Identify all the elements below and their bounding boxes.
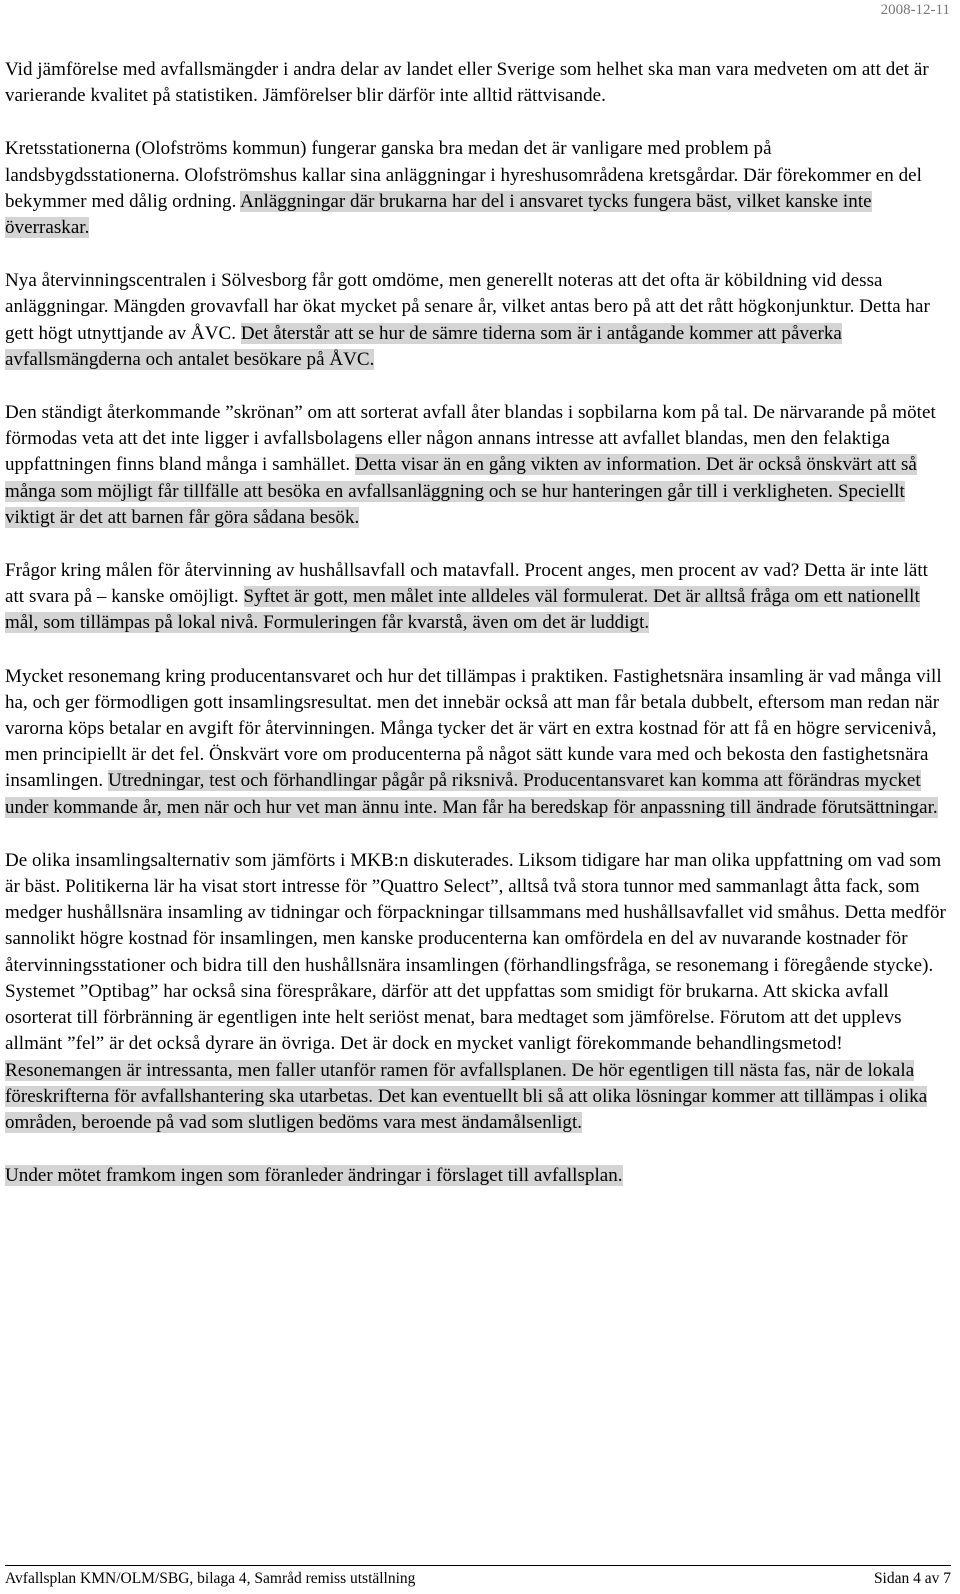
highlighted-text: Detta visar än en gång vikten av information. Det är också önskvärt att så många som möjligt får tillfälle att besöka en avfallsanläggning och se hur hanteringen går till i verkligheten. Speciellt viktigt är det att barnen får göra sådana besök.	[5, 454, 917, 528]
paragraph-text: Vid jämförelse med avfallsmängder i andra delar av landet eller Sverige som helhet ska man vara medveten om att det är varierande kvalitet på statistiken. Jämförelser blir därför inte alltid rättvisande.	[5, 59, 929, 107]
page-footer	[5, 1565, 951, 1594]
body-paragraph	[5, 848, 951, 1136]
highlighted-text: Under mötet framkom ingen som föranleder ändringar i förslaget till avfallsplan.	[5, 1165, 623, 1187]
highlighted-text: Det återstår att se hur de sämre tiderna som är i antågande kommer att påverka avfallsmängderna och antalet besökare på ÅVC.	[5, 322, 842, 370]
paragraph-text: Mycket resonemang kring producentansvaret och hur det tillämpas i praktiken. Fastighetsnära insamling är vad många vill ha, och ger förmodligen gott insamlingsresultat. men det innebär också att man får betala dubbelt, eftersom man redan när varorna köps betalar en avgift för återvinningen. Många tycker det är värt en extra kostnad för att få en högre servicenivå, men principiellt är det fel. Önskvärt vore om producenterna på något sätt kunde vara med och bekosta den fastighetsnära insamlingen.	[5, 665, 942, 792]
paragraph-text: De olika insamlingsalternativ som jämförts i MKB:n diskuterades. Liksom tidigare har man olika uppfattning om vad som är bäst. Politikerna lär ha visat stort intresse för ”Quattro Select”, alltså två stora tunnor med sammanlagt åtta fack, som medger hushållsnära insamling av tidningar och förpackningar tillsammans med hushållsavfallet vid småhus. Detta medför sannolikt högre kostnad för insamlingen, men kanske producenterna kan omfördela en del av nuvarande kostnader för återvinningsstationer och bidra till den hushållsnära insamlingen (förhandlingsfråga, se resonemang i föregående stycke). Systemet ”Optibag” har också sina förespråkare, därför att det uppfattas som smidigt för brukarna. Att skicka avfall osorterat till förbränning är egentligen inte helt seriöst menat, bara medtaget som jämförelse. Förutom att det upplevs allmänt ”fel” är det också dyrare än övriga. Det är dock en mycket vanligt förekommande behandlingsmetod!	[5, 849, 946, 1055]
body-paragraph	[5, 558, 951, 637]
body-paragraph	[5, 57, 951, 109]
body-paragraph	[5, 664, 951, 821]
paragraph-text: Nya återvinningscentralen i Sölvesborg får gott omdöme, men generellt noteras att det ofta är köbildning vid dessa anläggningar. Mängden grovavfall har ökat mycket på senare år, vilket antas bero på att det rått högkonjunktur. Detta har gett högt utnyttjande av ÅVC.	[5, 270, 930, 344]
body-paragraph	[5, 400, 951, 531]
highlighted-text: Resonemangen är intressanta, men faller utanför ramen för avfallsplanen. De hör egentligen till nästa fas, när de lokala föreskrifterna för avfallshantering ska utarbetas. Det kan eventuellt bli så att olika lösningar kommer att tillämpas i olika områden, beroende på vad som slutligen bedöms vara mest ändamålsenligt.	[5, 1059, 928, 1133]
document-body	[5, 57, 951, 1216]
paragraph-text: Den ständigt återkommande ”skrönan” om att sorterat avfall åter blandas i sopbilarna kom på tal. De närvarande på mötet förmodas veta att det inte ligger i avfallsbolagens eller någon annans intresse att avfallet blandas, men den felaktiga uppfattningen finns bland många i samhället.	[5, 402, 936, 476]
body-paragraph	[5, 1163, 951, 1189]
highlighted-text: Syftet är gott, men målet inte alldeles väl formulerat. Det är alltså fråga om ett nationellt mål, som tillämpas på lokal nivå. Formuleringen får kvarstå, även om det är luddigt.	[5, 586, 920, 634]
paragraph-text: Kretsstationerna (Olofströms kommun) fungerar ganska bra medan det är vanligare med problem på landsbygdsstationerna. Olofströmshus kallar sina anläggningar i hyreshusområdena kretsgårdar. Där förekommer en del bekymmer med dålig ordning.	[5, 138, 922, 212]
highlighted-text: Utredningar, test och förhandlingar pågår på riksnivå. Producentansvaret kan komma att förändras mycket under kommande år, men när och hur vet man ännu inte. Man får ha beredskap för anpassning till ändrade förutsättningar.	[5, 770, 938, 818]
header-date: 2008-12-11	[880, 2, 950, 18]
paragraph-text: Frågor kring målen för återvinning av hushållsavfall och matavfall. Procent anges, men procent av vad? Detta är inte lätt att svara på – kanske omöjligt.	[5, 560, 929, 608]
footer-page-number: Sidan 4 av 7	[873, 1570, 951, 1587]
highlighted-text: Anläggningar där brukarna har del i ansvaret tycks fungera bäst, vilket kanske inte överraskar.	[5, 190, 872, 239]
footer-document-title: Avfallsplan KMN/OLM/SBG, bilaga 4, Samråd remiss utställning	[5, 1570, 416, 1587]
body-paragraph	[5, 136, 951, 241]
body-paragraph	[5, 268, 951, 373]
